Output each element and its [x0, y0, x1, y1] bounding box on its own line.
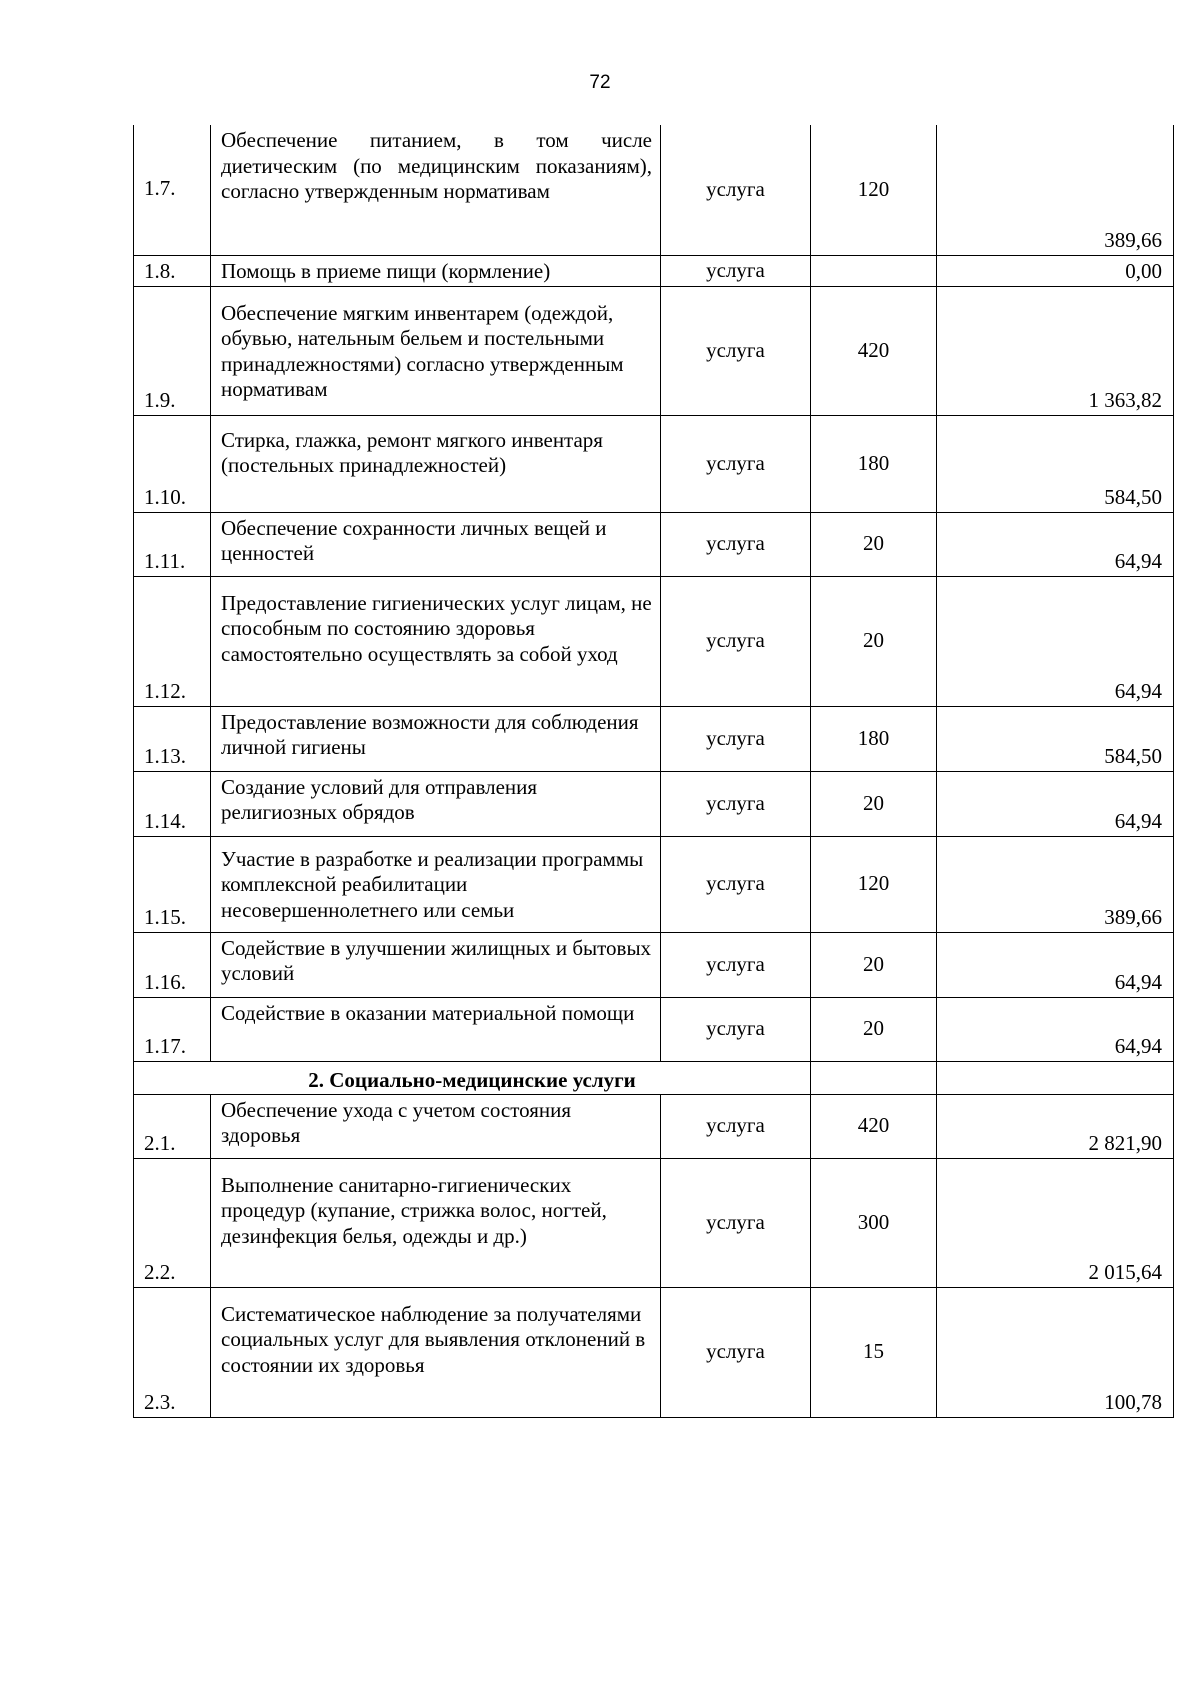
- price-cell: 2 015,64: [937, 1158, 1174, 1287]
- unit-cell: услуга: [661, 932, 811, 997]
- table-row: [134, 125, 1174, 255]
- table-row: [134, 771, 1174, 836]
- service-name: Предоставление возможности для соблюдения личной гигиены: [211, 706, 661, 771]
- table-row: [134, 1094, 1174, 1158]
- row-number: 1.7.: [134, 125, 211, 255]
- service-name: Обеспечение сохранности личных вещей и ценностей: [211, 512, 661, 576]
- quantity-cell: 120: [811, 125, 937, 255]
- quantity-cell: 180: [811, 706, 937, 771]
- price-cell: 389,66: [937, 125, 1174, 255]
- price-cell: 2 821,90: [937, 1094, 1174, 1158]
- unit-cell: услуга: [661, 1158, 811, 1287]
- unit-cell: услуга: [661, 512, 811, 576]
- quantity-cell: 120: [811, 836, 937, 932]
- table-row: [134, 932, 1174, 997]
- service-name: Содействие в оказании материальной помощи: [211, 997, 661, 1061]
- table-row: [134, 286, 1174, 415]
- price-cell: 0,00: [937, 255, 1174, 286]
- table-row: [134, 706, 1174, 771]
- price-cell: 584,50: [937, 706, 1174, 771]
- empty-cell: [937, 1061, 1174, 1094]
- price-cell: 64,94: [937, 771, 1174, 836]
- row-number: 1.10.: [134, 415, 211, 512]
- table-row: [134, 997, 1174, 1061]
- price-cell: 100,78: [937, 1287, 1174, 1417]
- service-name: Обеспечение питанием, в том числе диетическим (по медицинским показаниям), согласно утвержденным нормативам: [211, 125, 661, 255]
- table-row: [134, 576, 1174, 706]
- price-cell: 64,94: [937, 997, 1174, 1061]
- section-header-row: [134, 1061, 1174, 1094]
- unit-cell: услуга: [661, 836, 811, 932]
- unit-cell: услуга: [661, 1287, 811, 1417]
- unit-cell: услуга: [661, 286, 811, 415]
- unit-cell: услуга: [661, 255, 811, 286]
- row-number: 1.15.: [134, 836, 211, 932]
- unit-cell: услуга: [661, 415, 811, 512]
- service-name: Обеспечение мягким инвентарем (одеждой, обувью, нательным бельем и постельными принадлежностями) согласно утвержденным нормативам: [211, 286, 661, 415]
- table-row: [134, 1287, 1174, 1417]
- quantity-cell: [811, 255, 937, 286]
- quantity-cell: 15: [811, 1287, 937, 1417]
- unit-cell: услуга: [661, 706, 811, 771]
- price-cell: 389,66: [937, 836, 1174, 932]
- table-row: [134, 255, 1174, 286]
- page-number: 72: [589, 72, 611, 93]
- price-cell: 64,94: [937, 932, 1174, 997]
- row-number: 2.1.: [134, 1094, 211, 1158]
- row-number: 1.9.: [134, 286, 211, 415]
- row-number: 1.14.: [134, 771, 211, 836]
- quantity-cell: 20: [811, 997, 937, 1061]
- service-name: Предоставление гигиенических услуг лицам, не способным по состоянию здоровья самостоятельно осуществлять за собой уход: [211, 576, 661, 706]
- unit-cell: услуга: [661, 1094, 811, 1158]
- row-number: 1.8.: [134, 255, 211, 286]
- service-name: Выполнение санитарно-гигиенических процедур (купание, стрижка волос, ногтей, дезинфекция белья, одежды и др.): [211, 1158, 661, 1287]
- empty-cell: [811, 1061, 937, 1094]
- quantity-cell: 20: [811, 771, 937, 836]
- price-cell: 1 363,82: [937, 286, 1174, 415]
- price-cell: 64,94: [937, 512, 1174, 576]
- quantity-cell: 420: [811, 1094, 937, 1158]
- row-number: 1.17.: [134, 997, 211, 1061]
- service-name: Содействие в улучшении жилищных и бытовых условий: [211, 932, 661, 997]
- service-name: Систематическое наблюдение за получателями социальных услуг для выявления отклонений в состоянии их здоровья: [211, 1287, 661, 1417]
- table-row: [134, 512, 1174, 576]
- quantity-cell: 20: [811, 932, 937, 997]
- unit-cell: услуга: [661, 576, 811, 706]
- quantity-cell: 20: [811, 576, 937, 706]
- row-number: 1.11.: [134, 512, 211, 576]
- quantity-cell: 420: [811, 286, 937, 415]
- service-name: Создание условий для отправления религиозных обрядов: [211, 771, 661, 836]
- unit-cell: услуга: [661, 771, 811, 836]
- price-cell: 64,94: [937, 576, 1174, 706]
- row-number: 1.13.: [134, 706, 211, 771]
- service-name: Стирка, глажка, ремонт мягкого инвентаря (постельных принадлежностей): [211, 415, 661, 512]
- row-number: 2.2.: [134, 1158, 211, 1287]
- section-title: 2. Социально-медицинские услуги: [134, 1061, 811, 1094]
- row-number: 1.16.: [134, 932, 211, 997]
- table-row: [134, 415, 1174, 512]
- quantity-cell: 180: [811, 415, 937, 512]
- row-number: 2.3.: [134, 1287, 211, 1417]
- row-number: 1.12.: [134, 576, 211, 706]
- price-cell: 584,50: [937, 415, 1174, 512]
- table-row: [134, 836, 1174, 932]
- service-name: Помощь в приеме пищи (кормление): [211, 255, 661, 286]
- table-row: [134, 1158, 1174, 1287]
- service-name: Участие в разработке и реализации программы комплексной реабилитации несовершеннолетнего или семьи: [211, 836, 661, 932]
- unit-cell: услуга: [661, 125, 811, 255]
- unit-cell: услуга: [661, 997, 811, 1061]
- service-name: Обеспечение ухода с учетом состояния здоровья: [211, 1094, 661, 1158]
- quantity-cell: 300: [811, 1158, 937, 1287]
- services-table: [133, 125, 1174, 1418]
- quantity-cell: 20: [811, 512, 937, 576]
